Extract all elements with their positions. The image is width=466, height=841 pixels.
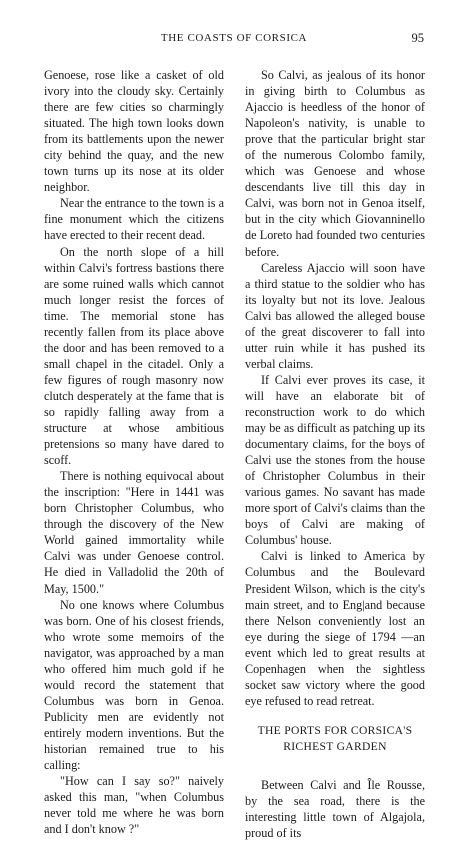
paragraph: No one knows where Columbus was born. One of his closest friends, who wrote some memoirs of the navigator, was approached by a man who offered him much gold if he would record the statement that Columbus was born in Genoa. Publicity men are evidently not entirely modern inventions. But the historian remained true to his calling: [44,597,224,773]
paragraph: Between Calvi and Île Rousse, by the sea road, there is the interesting little town of Algajola, proud of its [245,777,425,841]
paragraph: On the north slope of a hill within Calvi's fortress bastions there are some ruined walls which cannot much longer resist the forces of time. The memorial stone has recently fallen from its place above the door and has been removed to a small chapel in the citadel. Only a few figures of rough masonry now clutch desperately at the fame that is so rapidly falling away from a structure at whose ambitious pretensions so many have dared to scoff. [44,244,224,468]
paragraph: Genoese, rose like a casket of old ivory into the cloudy sky. Certainly there are few cities so charmingly situated. The high town looks down from its battlements upon the newer city behind the quay, and the new town turns up its nose at its older neighbor. [44,68,224,195]
section-heading-line: THE PORTS FOR CORSICA'S [257,723,413,737]
section-heading-line: RICHEST GARDEN [283,739,387,753]
running-head: THE COASTS OF CORSICA [160,32,308,44]
paragraph: Near the entrance to the town is a fine monument which the citizens have erected to their recent dead. [44,196,224,243]
page-number: 95 [411,31,424,45]
paragraph: Careless Ajaccio will soon have a third statue to the soldier who has its loyalty but not its love. Jealous Calvi bas allowed the alleged bouse of the great discoverer to fall into utter ruin while it has pushed its verbal claims. [245,260,425,371]
right-column [245,67,425,841]
section-heading [245,723,425,755]
page-header [44,31,424,49]
paragraph: If Calvi ever proves its case, it will have an elaborate bit of reconstruction work to do which may be as difficult as patching up its documentary claims, for the boys of Calvi use the stones from the house of Christopher Columbus in their various games. No savant has made more sport of Calvi's claims than the boys of Calvi are making of Columbus' house. [245,372,425,548]
paragraph: There is nothing equivocal about the inscription: "Here in 1441 was born Christopher Columbus, who through the discovery of the New World gained immortality while Calvi was under Genoese control. He died in Valladolid the 20th of May, 1500." [44,469,224,596]
paragraph: "How can I say so?" naively asked this man, "when Columbus never told me where he was born and I don't know ?" [44,774,224,837]
paragraph: Calvi is linked to America by Columbus and the Boulevard President Wilson, which is the city's main street, and to Eng|and because there Nelson conveniently lost an eye during the siege of 1794 —an event which led to great results at Copenhagen when the sightless socket saw victory where the good eye refused to read retreat. [245,549,425,708]
left-column [44,67,224,837]
paragraph: So Calvi, as jealous of its honor in giving birth to Columbus as Ajaccio is heedless of the honor of Napoleon's nativity, is unable to prove that the particular bright star of the numerous Colombo family, which was Genoese and whose descendants live till this day in Calvi, was born not in Genoa itself, but in the city which Giovanninello de Loreto had founded two centuries before. [245,68,425,259]
